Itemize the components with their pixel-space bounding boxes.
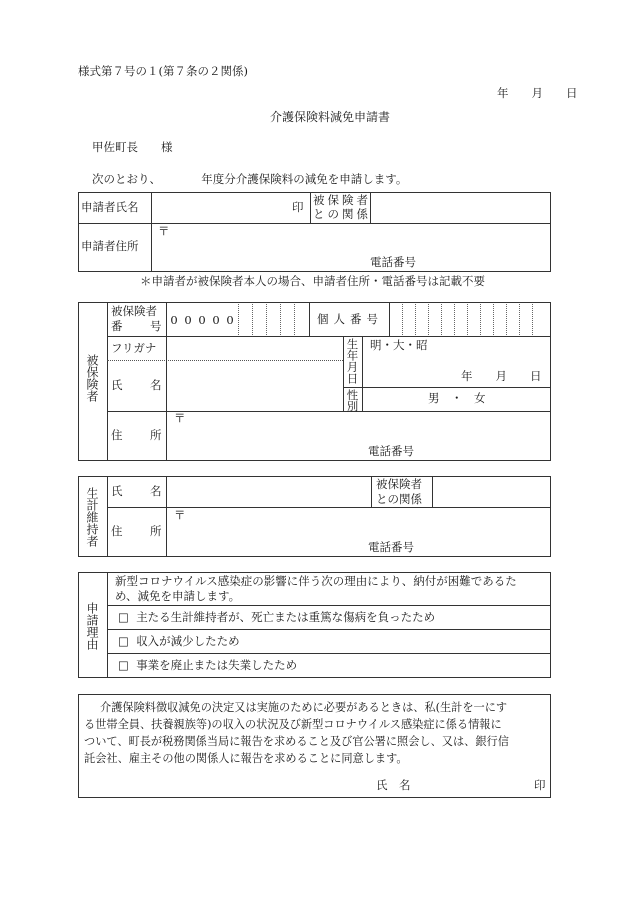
personal-number-input[interactable] (390, 304, 550, 335)
consent-line-2: る世帯全員、扶養親族等)の収入の状況及び新型コロナウイルス感染症に係る情報に (84, 718, 502, 731)
applicant-note: ＊申請者が被保険者本人の場合、申請者住所・電話番号は記載不要 (140, 274, 485, 288)
insured-number-label: 被保険者 (111, 304, 157, 318)
furigana-field[interactable] (167, 338, 342, 359)
applicant-relation-label-2: との関係 (313, 207, 371, 221)
household-head-address-field[interactable] (167, 524, 549, 540)
household-head-relation-field[interactable] (433, 478, 549, 506)
era-options[interactable]: 明・大・昭 (370, 338, 428, 352)
birth-date-label: 生年月日 (345, 338, 360, 384)
household-head-relation-label-2: との関係 (376, 492, 422, 506)
insured-postal-mark: 〒 (174, 411, 186, 425)
insured-number-digit: 0 (212, 313, 220, 327)
applicant-address-label: 申請者住所 (81, 239, 139, 253)
household-head-name-label: 氏 名 (111, 484, 170, 498)
insured-number-digit: 0 (198, 313, 206, 327)
insured-name-label: 氏 名 (111, 378, 170, 392)
addressee: 甲佐町長 様 (92, 140, 173, 154)
applicant-relation-field[interactable] (371, 194, 549, 222)
insured-address-field[interactable] (167, 428, 549, 444)
reason-option-label: 事業を廃止または失業したため (136, 658, 298, 672)
reason-intro-line-1: 新型コロナウイルス感染症の影響に伴う次の理由により、納付が困難であるた (115, 574, 517, 588)
checkbox-icon[interactable]: □ (118, 658, 129, 672)
consent-name-label: 氏 名 (376, 778, 411, 792)
form-number: 様式第７号の１(第７条の２関係) (78, 64, 248, 78)
insured-name-field[interactable] (167, 362, 342, 410)
insured-phone-label: 電話番号 (368, 444, 414, 458)
birth-date-placeholder: 年 月 日 (461, 369, 542, 383)
reason-option-1[interactable] (118, 612, 435, 624)
personal-number-label: 個人番号 (317, 312, 383, 326)
insured-number-label-2: 番 号 (111, 319, 170, 333)
applicant-seal-mark: 印 (292, 200, 304, 214)
sex-options[interactable]: 男 ・ 女 (428, 391, 486, 405)
household-head-name-field[interactable] (167, 478, 369, 506)
insured-number-input[interactable] (239, 304, 308, 335)
insured-section-label: 被保険者 (85, 354, 99, 402)
checkbox-icon[interactable]: □ (118, 610, 129, 624)
reason-option-2[interactable] (118, 636, 240, 648)
checkbox-icon[interactable]: □ (118, 634, 129, 648)
applicant-postal-mark: 〒 (158, 224, 170, 238)
consent-name-field[interactable] (420, 776, 530, 794)
applicant-phone-label: 電話番号 (370, 255, 416, 269)
reason-option-label: 収入が減少したため (136, 634, 240, 648)
insured-number-digit: 0 (184, 313, 192, 327)
reason-intro-line-2: め、減免を申請します。 (115, 589, 241, 603)
insured-number-digit: 0 (170, 313, 178, 327)
furigana-label: フリガナ (111, 341, 157, 355)
household-head-relation-label: 被保険者 (376, 477, 422, 491)
intro-text: 次のとおり、 年度分介護保険料の減免を申請します。 (92, 172, 408, 186)
consent-line-3: ついて、町長が税務関係当局に報告を求めること及び官公署に照会し、又は、銀行信 (84, 735, 509, 748)
insured-number-digit: 0 (226, 313, 234, 327)
consent-line-4: 託会社、雇主その他の関係人に報告を求めることに同意します。 (84, 752, 408, 765)
page-title: 介護保険料減免申請書 (270, 110, 391, 124)
applicant-relation-label: 被保険者 (313, 193, 371, 207)
applicant-name-label: 申請者氏名 (81, 200, 139, 214)
applicant-name-field[interactable] (152, 194, 308, 222)
household-head-section-label: 生計維持者 (85, 487, 99, 547)
applicant-address-field[interactable] (152, 240, 548, 256)
consent-line-1: 介護保険料徴収減免の決定又は実施のために必要があるときは、私(生計を一にす (100, 701, 508, 714)
reason-option-3[interactable] (118, 660, 297, 672)
insured-address-label: 住 所 (111, 428, 170, 442)
date-placeholder: 年 月 日 (497, 86, 578, 100)
reason-option-label: 主たる生計維持者が、死亡または重篤な傷病を負ったため (136, 610, 436, 624)
household-head-phone-label: 電話番号 (368, 540, 414, 554)
reason-section-label: 申請理由 (85, 602, 99, 650)
household-head-postal-mark: 〒 (174, 508, 186, 522)
sex-label: 性別 (345, 389, 360, 412)
consent-seal-mark: 印 (534, 778, 546, 792)
birth-date-field[interactable] (364, 354, 550, 386)
household-head-address-label: 住 所 (111, 524, 170, 538)
